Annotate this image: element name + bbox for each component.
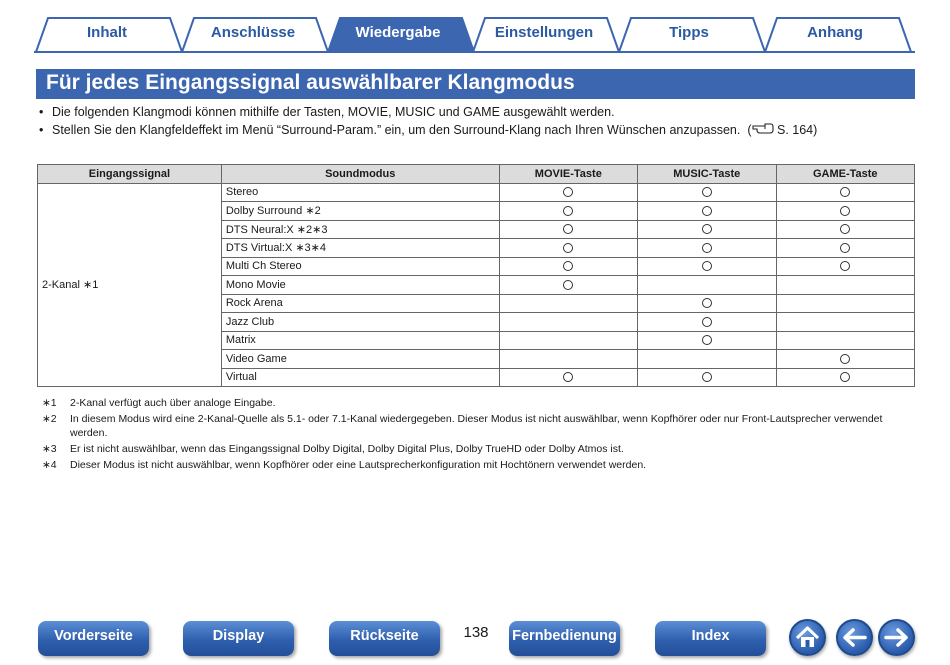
available-circle-icon bbox=[702, 187, 712, 197]
available-circle-icon bbox=[840, 243, 850, 253]
available-circle-icon bbox=[840, 187, 850, 197]
movie-availability-cell bbox=[499, 183, 637, 202]
footnote-text: In diesem Modus wird eine 2-Kanal-Quelle als 5.1- oder 7.1-Kanal wiedergegeben. Dieser Modus ist nicht auswählbar, wenn Kopfhörer oder nur Front-Lautsprecher verwendet werden. bbox=[70, 413, 883, 439]
available-circle-icon bbox=[702, 372, 712, 382]
nav-index-button[interactable]: Index bbox=[655, 621, 766, 656]
footnote-text: Er ist nicht auswählbar, wenn das Eingangssignal Dolby Digital, Dolby Digital Plus, Dolby TrueHD oder Dolby Atmos ist. bbox=[70, 443, 624, 455]
available-circle-icon bbox=[840, 224, 850, 234]
music-availability-cell bbox=[638, 350, 776, 369]
input-signal-cell: 2-Kanal ∗1 bbox=[38, 183, 222, 387]
footnotes bbox=[42, 396, 902, 474]
music-availability-cell bbox=[638, 220, 776, 239]
available-circle-icon bbox=[563, 280, 573, 290]
page-reference-link[interactable]: S. 164) bbox=[776, 123, 818, 137]
available-circle-icon bbox=[840, 261, 850, 271]
header-music-taste: MUSIC-Taste bbox=[638, 165, 776, 184]
prev-page-button[interactable] bbox=[836, 619, 873, 656]
music-availability-cell bbox=[638, 294, 776, 313]
available-circle-icon bbox=[840, 206, 850, 216]
sound-mode-cell: Dolby Surround ∗2 bbox=[221, 202, 499, 221]
available-circle-icon bbox=[563, 187, 573, 197]
game-availability-cell bbox=[776, 220, 914, 239]
nav-rueckseite-button[interactable]: Rückseite bbox=[329, 621, 440, 656]
table-row bbox=[38, 183, 915, 202]
movie-availability-cell bbox=[499, 276, 637, 295]
sound-mode-cell: Jazz Club bbox=[221, 313, 499, 332]
available-circle-icon bbox=[702, 298, 712, 308]
available-circle-icon bbox=[702, 335, 712, 345]
home-icon bbox=[791, 621, 824, 654]
movie-availability-cell bbox=[499, 331, 637, 350]
sound-mode-cell: Stereo bbox=[221, 183, 499, 202]
available-circle-icon bbox=[840, 354, 850, 364]
header-soundmodus: Soundmodus bbox=[221, 165, 499, 184]
music-availability-cell bbox=[638, 331, 776, 350]
tab-einstellungen[interactable]: Einstellungen bbox=[494, 24, 594, 41]
movie-availability-cell bbox=[499, 350, 637, 369]
game-availability-cell bbox=[776, 294, 914, 313]
available-circle-icon bbox=[702, 317, 712, 327]
footnote-mark: ∗4 bbox=[42, 459, 57, 471]
footnote-mark: ∗3 bbox=[42, 443, 57, 455]
movie-availability-cell bbox=[499, 220, 637, 239]
header-game-taste: GAME-Taste bbox=[776, 165, 914, 184]
nav-fernbedienung-button[interactable]: Fernbedienung bbox=[509, 621, 620, 656]
footnote bbox=[42, 442, 902, 456]
nav-vorderseite-button[interactable]: Vorderseite bbox=[38, 621, 149, 656]
arrow-left-icon bbox=[838, 621, 871, 654]
game-availability-cell bbox=[776, 239, 914, 258]
game-availability-cell bbox=[776, 276, 914, 295]
sound-mode-cell: Multi Ch Stereo bbox=[221, 257, 499, 276]
sound-mode-cell: Video Game bbox=[221, 350, 499, 369]
available-circle-icon bbox=[563, 243, 573, 253]
footnote-text: Dieser Modus ist nicht auswählbar, wenn Kopfhörer oder eine Lautsprecherkonfiguration mit Hochtönern verwendet werden. bbox=[70, 459, 647, 471]
music-availability-cell bbox=[638, 313, 776, 332]
footnote-mark: ∗2 bbox=[42, 413, 57, 425]
game-availability-cell bbox=[776, 202, 914, 221]
tab-bar bbox=[0, 0, 950, 56]
available-circle-icon bbox=[563, 224, 573, 234]
movie-availability-cell bbox=[499, 202, 637, 221]
tab-anschluesse[interactable]: Anschlüsse bbox=[210, 24, 296, 41]
music-availability-cell bbox=[638, 276, 776, 295]
bullet-2-text: Stellen Sie den Klangfeldeffekt im Menü “Surround-Param.” ein, um den Surround-Klang nach Ihren Wünschen anzupassen. bbox=[52, 123, 741, 137]
sound-mode-cell: Matrix bbox=[221, 331, 499, 350]
music-availability-cell bbox=[638, 368, 776, 387]
bullet-1 bbox=[38, 103, 918, 121]
next-page-button[interactable] bbox=[878, 619, 915, 656]
nav-display-button[interactable]: Display bbox=[183, 621, 294, 656]
page-number: 138 bbox=[463, 624, 489, 641]
section-title-bar bbox=[36, 69, 915, 99]
available-circle-icon bbox=[702, 243, 712, 253]
music-availability-cell bbox=[638, 183, 776, 202]
footnote-mark: ∗1 bbox=[42, 397, 57, 409]
bullet-1-text: Die folgenden Klangmodi können mithilfe der Tasten, MOVIE, MUSIC und GAME ausgewählt werden. bbox=[52, 105, 615, 119]
available-circle-icon bbox=[563, 261, 573, 271]
movie-availability-cell bbox=[499, 257, 637, 276]
tab-tipps[interactable]: Tipps bbox=[669, 24, 709, 41]
sound-mode-cell: Virtual bbox=[221, 368, 499, 387]
music-availability-cell bbox=[638, 202, 776, 221]
hand-pointer-icon bbox=[752, 121, 774, 139]
available-circle-icon bbox=[563, 206, 573, 216]
home-button[interactable] bbox=[789, 619, 826, 656]
available-circle-icon bbox=[840, 372, 850, 382]
available-circle-icon bbox=[563, 372, 573, 382]
page-title: Für jedes Eingangssignal auswählbarer Klangmodus bbox=[46, 71, 575, 94]
movie-availability-cell bbox=[499, 239, 637, 258]
table-header-row bbox=[38, 165, 915, 184]
game-availability-cell bbox=[776, 257, 914, 276]
movie-availability-cell bbox=[499, 294, 637, 313]
tab-inhalt[interactable]: Inhalt bbox=[87, 24, 127, 41]
game-availability-cell bbox=[776, 183, 914, 202]
sound-mode-cell: Mono Movie bbox=[221, 276, 499, 295]
tab-anhang[interactable]: Anhang bbox=[807, 24, 863, 41]
tab-wiedergabe[interactable]: Wiedergabe bbox=[355, 24, 441, 41]
sound-mode-cell: DTS Virtual:X ∗3∗4 bbox=[221, 239, 499, 258]
intro-bullets bbox=[38, 103, 918, 139]
footnote bbox=[42, 412, 902, 440]
game-availability-cell bbox=[776, 331, 914, 350]
footnote-text: 2-Kanal verfügt auch über analoge Eingabe. bbox=[70, 397, 276, 409]
game-availability-cell bbox=[776, 368, 914, 387]
footnote bbox=[42, 396, 902, 410]
footnote bbox=[42, 458, 902, 472]
sound-mode-cell: DTS Neural:X ∗2∗3 bbox=[221, 220, 499, 239]
available-circle-icon bbox=[702, 224, 712, 234]
movie-availability-cell bbox=[499, 313, 637, 332]
game-availability-cell bbox=[776, 313, 914, 332]
music-availability-cell bbox=[638, 239, 776, 258]
sound-mode-cell: Rock Arena bbox=[221, 294, 499, 313]
header-eingangssignal: Eingangssignal bbox=[38, 165, 222, 184]
available-circle-icon bbox=[702, 261, 712, 271]
available-circle-icon bbox=[702, 206, 712, 216]
game-availability-cell bbox=[776, 350, 914, 369]
arrow-right-icon bbox=[880, 621, 913, 654]
header-movie-taste: MOVIE-Taste bbox=[499, 165, 637, 184]
bullet-2 bbox=[38, 121, 918, 139]
ref-open: ( bbox=[747, 123, 752, 137]
movie-availability-cell bbox=[499, 368, 637, 387]
sound-mode-table bbox=[37, 164, 915, 387]
music-availability-cell bbox=[638, 257, 776, 276]
table-body bbox=[38, 183, 915, 387]
